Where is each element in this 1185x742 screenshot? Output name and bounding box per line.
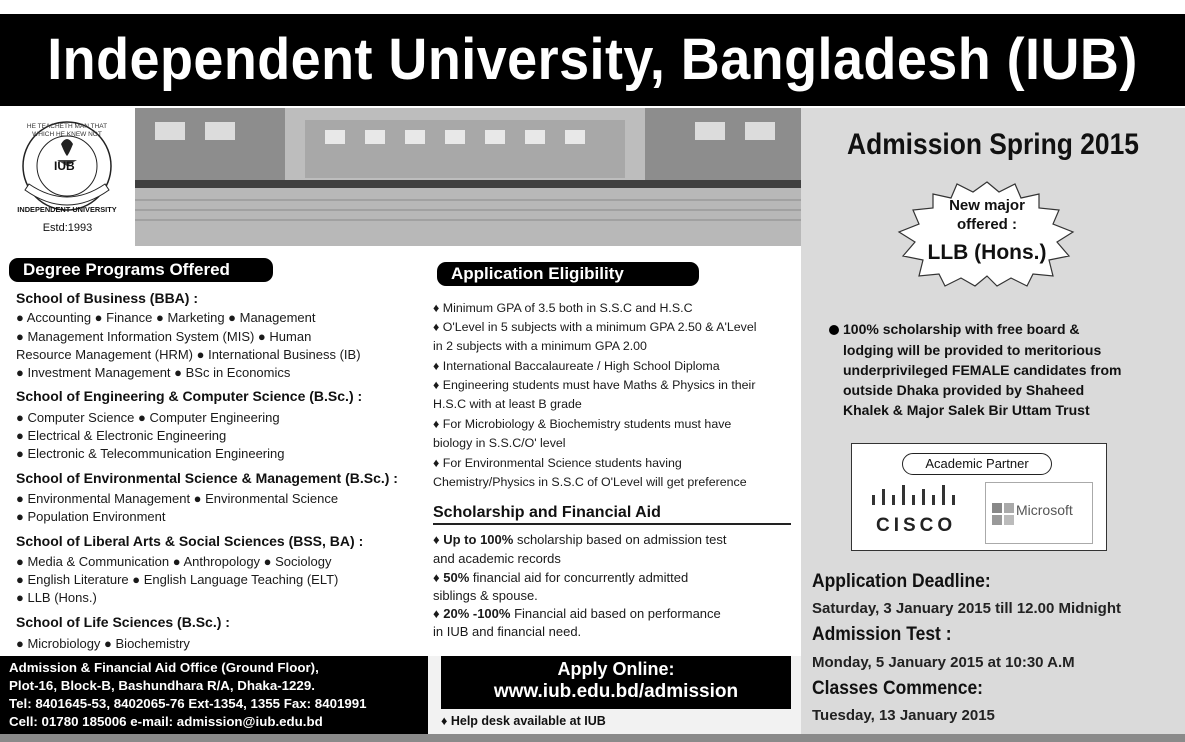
eligibility-line: ♦ International Baccalaureate / High School Diploma bbox=[433, 359, 720, 373]
female-scholarship-line: outside Dhaka provided by Shaheed bbox=[843, 382, 1085, 398]
school-title: School of Liberal Arts & Social Sciences (BSS, BA) : bbox=[16, 533, 364, 549]
eligibility-line: ♦ Engineering students must have Maths & Physics in their bbox=[433, 378, 756, 392]
program-line: ● Management Information System (MIS) ● Human bbox=[16, 329, 312, 344]
address-line: Admission & Financial Aid Office (Ground Floor), bbox=[9, 660, 319, 675]
seal-name: INDEPENDENT UNIVERSITY bbox=[17, 205, 117, 214]
aid-item-cont: in IUB and financial need. bbox=[433, 624, 582, 639]
aid-item bbox=[433, 606, 721, 621]
program-line: ● English Literature ● English Language Teaching (ELT) bbox=[16, 572, 339, 587]
bullet-icon bbox=[829, 325, 839, 335]
eligibility-line: Chemistry/Physics in S.S.C of O'Level will get preference bbox=[433, 475, 747, 489]
degree-programs-heading: Degree Programs Offered bbox=[9, 258, 273, 282]
academic-partner-label: Academic Partner bbox=[902, 453, 1052, 475]
email-line: Cell: 01780 185006 e-mail: admission@iub.edu.bd bbox=[9, 714, 323, 729]
female-scholarship-line: underprivileged FEMALE candidates from bbox=[843, 362, 1122, 378]
aid-item-text: scholarship based on admission test bbox=[513, 532, 727, 547]
scholarship-heading: Scholarship and Financial Aid bbox=[433, 504, 661, 521]
aid-item-cont: and academic records bbox=[433, 551, 561, 566]
classes-heading: Classes Commence: bbox=[812, 678, 984, 699]
eligibility-line: biology in S.S.C/O' level bbox=[433, 436, 566, 450]
deadline-text: Saturday, 3 January 2015 till 12.00 Midnight bbox=[812, 600, 1122, 617]
seal-motto: HE TEACHETH MAN THAT WHICH HE KNEW NOT bbox=[26, 123, 108, 138]
new-major-line: New major bbox=[949, 197, 1025, 214]
program-line: ● Computer Science ● Computer Engineering bbox=[16, 410, 280, 425]
help-desk-note: ♦ Help desk available at IUB bbox=[441, 714, 606, 728]
seal-text: IUB bbox=[54, 159, 75, 173]
aid-item-cont: siblings & spouse. bbox=[433, 588, 538, 603]
classes-text: Tuesday, 13 January 2015 bbox=[812, 707, 995, 724]
program-line: ● LLB (Hons.) bbox=[16, 590, 97, 605]
program-line: ● Population Environment bbox=[16, 509, 166, 524]
eligibility-line: ♦ O'Level in 5 subjects with a minimum GPA 2.50 & A'Level bbox=[433, 320, 757, 334]
apply-online-label: Apply Online: bbox=[557, 659, 675, 679]
aid-item-bold: ♦ Up to 100% bbox=[433, 532, 514, 547]
established-year: Estd:1993 bbox=[42, 222, 93, 234]
program-line: ● Microbiology ● Biochemistry bbox=[16, 636, 190, 651]
new-major-name: LLB (Hons.) bbox=[927, 241, 1047, 264]
program-line: ● Electronic & Telecommunication Engineering bbox=[16, 446, 285, 461]
female-scholarship-line: 100% scholarship with free board & bbox=[843, 321, 1080, 337]
school-title: School of Engineering & Computer Science (B.Sc.) : bbox=[16, 388, 363, 404]
eligibility-line: in 2 subjects with a minimum GPA 2.00 bbox=[433, 339, 647, 353]
program-line: Resource Management (HRM) ● International Business (IB) bbox=[16, 347, 361, 362]
new-major-text bbox=[887, 196, 1087, 234]
cisco-wordmark: CISCO bbox=[876, 515, 957, 536]
campus-building-image bbox=[135, 108, 801, 246]
aid-item-bold: ♦ 50% bbox=[433, 570, 470, 585]
apply-online-link[interactable]: www.iub.edu.bd/admission bbox=[493, 681, 739, 702]
address-line: Plot-16, Block-B, Bashundhara R/A, Dhaka-1229. bbox=[9, 678, 315, 693]
phone-line: Tel: 8401645-53, 8402065-76 Ext-1354, 1355 Fax: 8401991 bbox=[9, 696, 367, 711]
scholarship-divider bbox=[433, 523, 791, 525]
deadline-heading: Application Deadline: bbox=[812, 571, 991, 592]
microsoft-wordmark: Microsoft bbox=[1016, 502, 1073, 518]
school-title: School of Business (BBA) : bbox=[16, 290, 199, 306]
aid-item bbox=[433, 532, 727, 547]
cisco-bars-icon bbox=[866, 483, 970, 513]
aid-item bbox=[433, 570, 688, 585]
new-major-line: offered : bbox=[957, 216, 1017, 233]
program-line: ● Electrical & Electronic Engineering bbox=[16, 428, 227, 443]
aid-item-text: financial aid for concurrently admitted bbox=[469, 570, 689, 585]
aid-item-text: Financial aid based on performance bbox=[510, 606, 721, 621]
eligibility-line: H.S.C with at least B grade bbox=[433, 397, 582, 411]
admission-title: Admission Spring 2015 bbox=[847, 128, 1139, 161]
eligibility-heading: Application Eligibility bbox=[437, 262, 699, 286]
program-line: ● Environmental Management ● Environmental Science bbox=[16, 491, 339, 506]
school-title: School of Environmental Science & Management (B.Sc.) : bbox=[16, 470, 398, 486]
program-line: ● Investment Management ● BSc in Economics bbox=[16, 365, 291, 380]
eligibility-line: ♦ For Microbiology & Biochemistry students must have bbox=[433, 417, 732, 431]
school-title: School of Life Sciences (B.Sc.) : bbox=[16, 614, 230, 630]
admission-test-text: Monday, 5 January 2015 at 10:30 A.M bbox=[812, 654, 1075, 671]
campus-photo bbox=[135, 108, 801, 246]
program-line: ● Media & Communication ● Anthropology ● Sociology bbox=[16, 554, 332, 569]
windows-icon bbox=[992, 503, 1014, 525]
female-scholarship-line: lodging will be provided to meritorious bbox=[843, 342, 1102, 358]
bottom-strip bbox=[0, 734, 1185, 742]
female-scholarship-line: Khalek & Major Salek Bir Uttam Trust bbox=[843, 402, 1090, 418]
admission-test-heading: Admission Test : bbox=[812, 624, 952, 645]
eligibility-line: ♦ Minimum GPA of 3.5 both in S.S.C and H.S.C bbox=[433, 301, 693, 315]
program-line: ● Accounting ● Finance ● Marketing ● Management bbox=[16, 310, 316, 325]
page-title: Independent University, Bangladesh (IUB) bbox=[47, 27, 1138, 92]
aid-item-bold: ♦ 20% -100% bbox=[433, 606, 511, 621]
eligibility-line: ♦ For Environmental Science students having bbox=[433, 456, 682, 470]
